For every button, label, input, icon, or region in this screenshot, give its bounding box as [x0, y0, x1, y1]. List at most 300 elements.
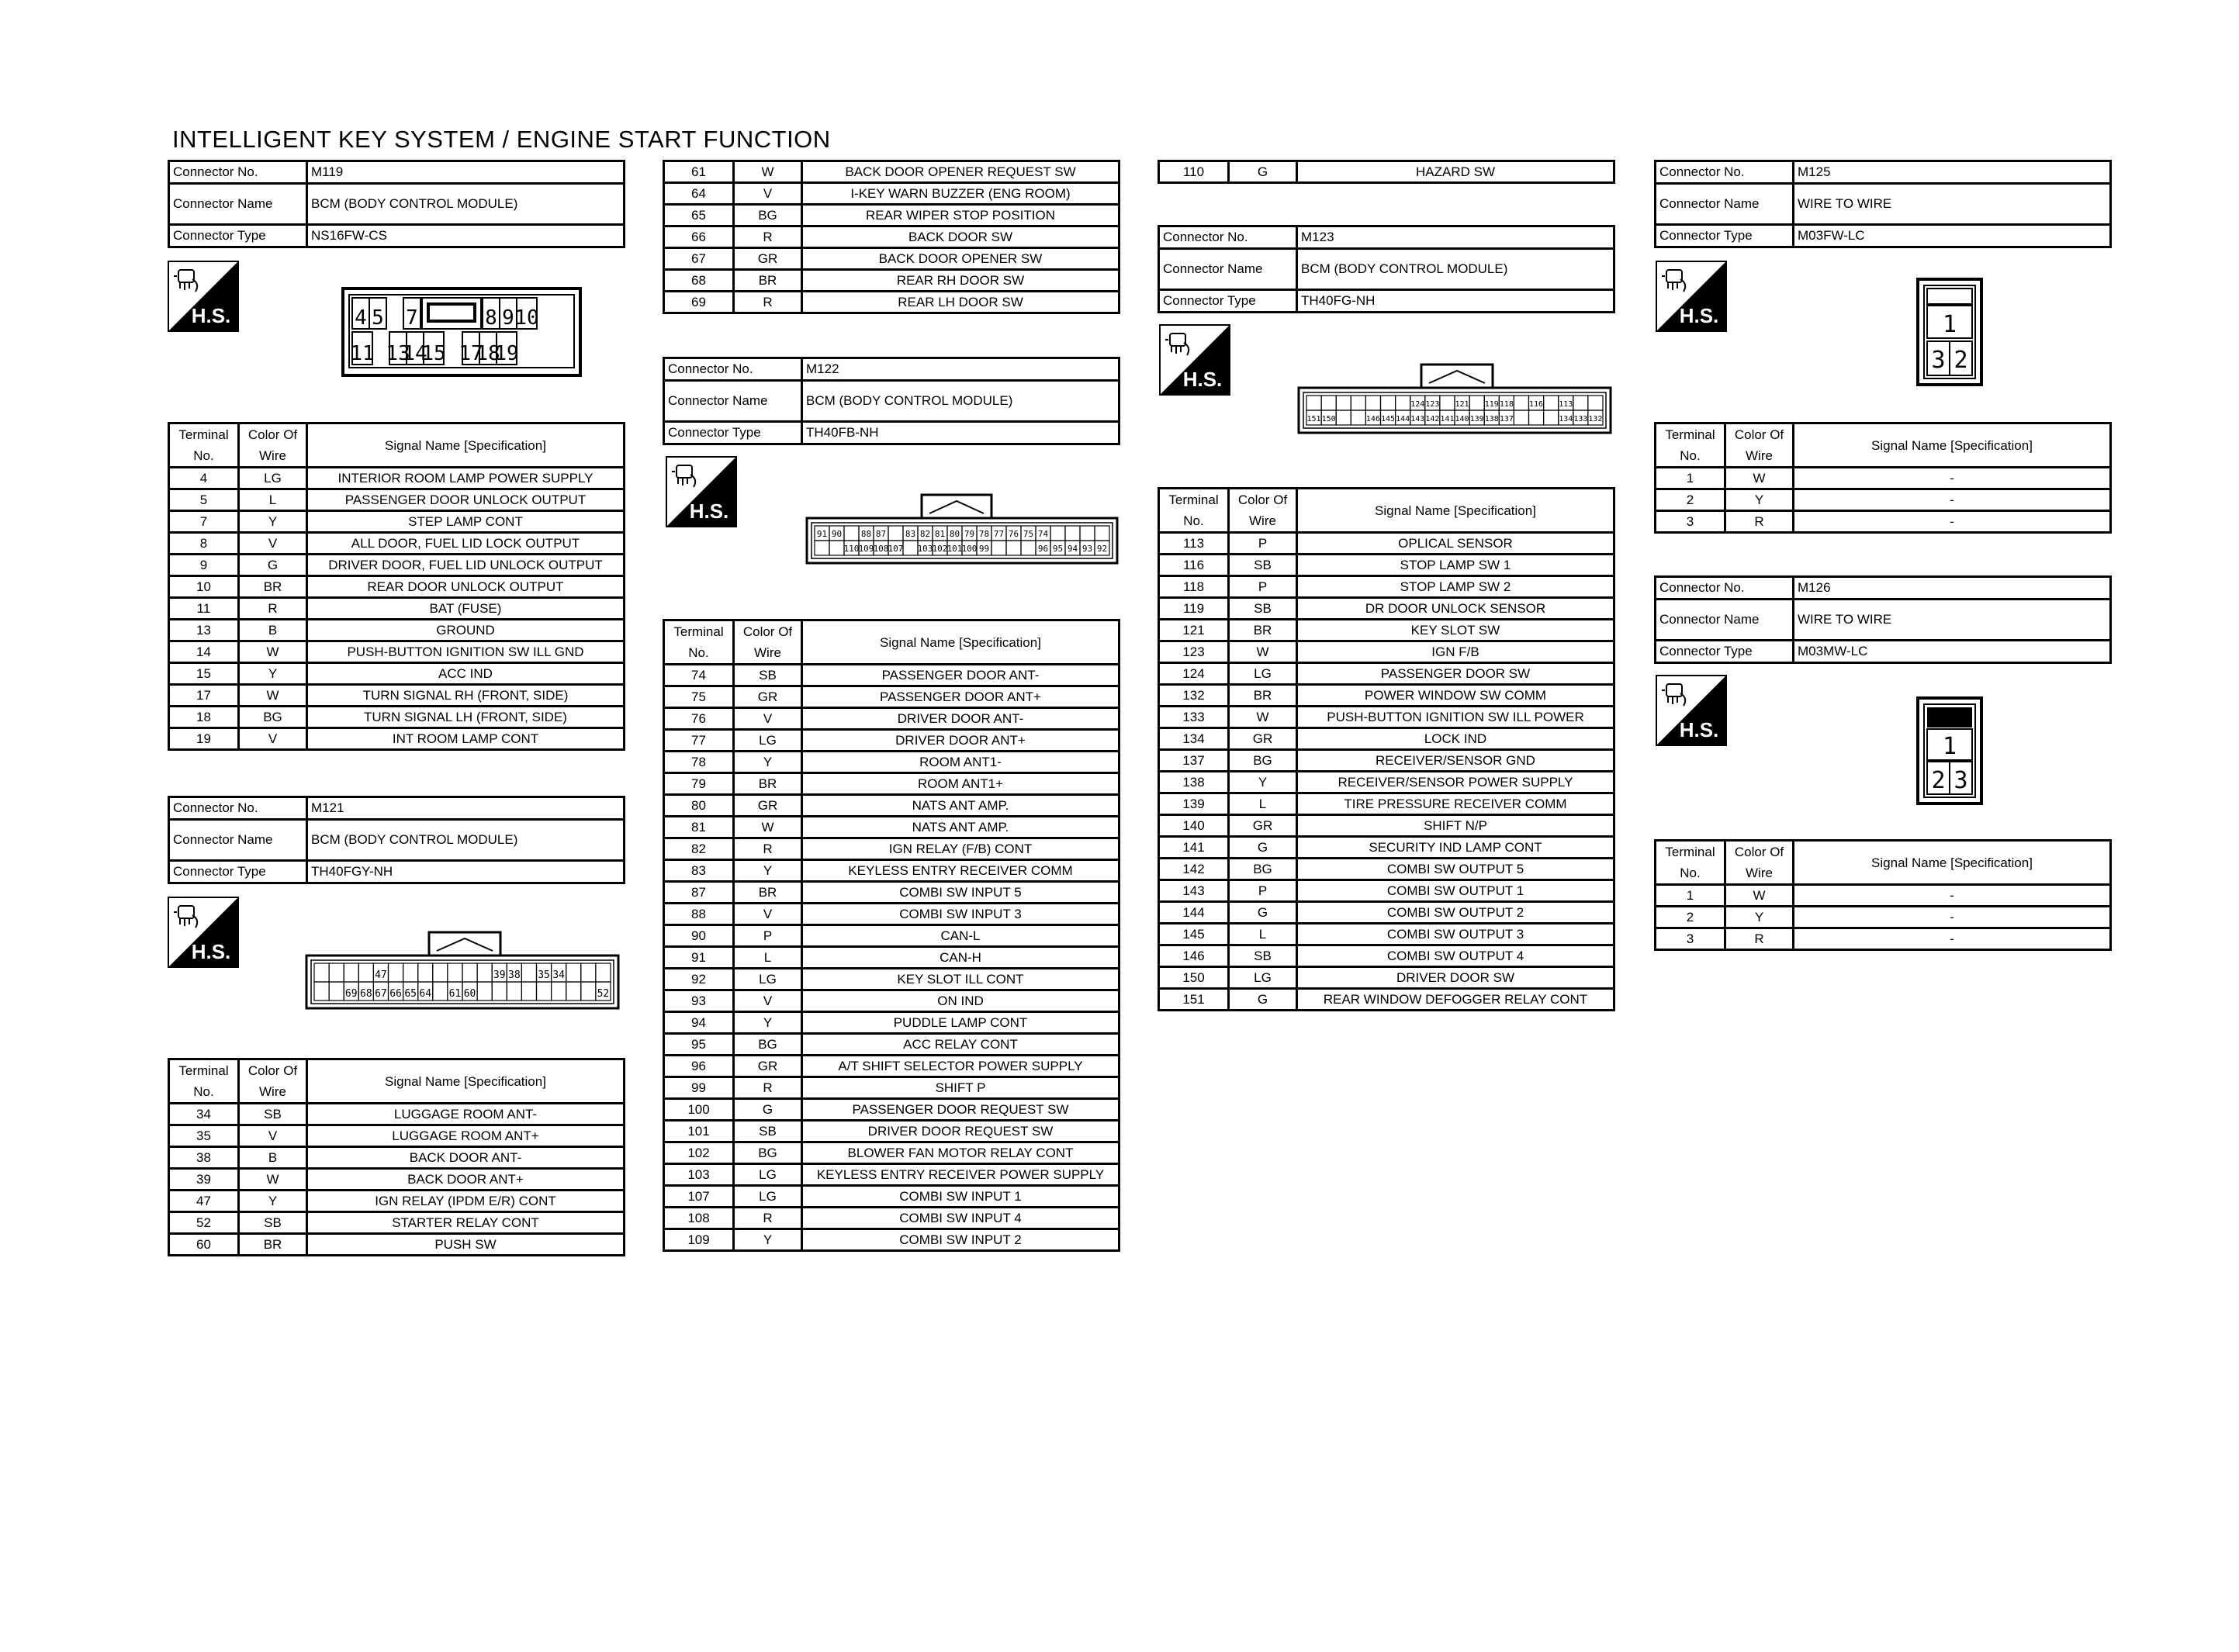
signal-name-cell: COMBI SW OUTPUT 4: [1297, 945, 1614, 967]
wire-color-cell: Y: [1229, 772, 1297, 793]
color-of-wire-header: Color Of Wire: [1229, 489, 1297, 533]
svg-text:H.S.: H.S.: [191, 304, 231, 327]
wire-color-cell: BG: [1229, 859, 1297, 880]
terminal-table-m121-continued: [663, 160, 1120, 314]
terminal-no-cell: 134: [1159, 728, 1229, 750]
wire-color-cell: B: [239, 1147, 307, 1169]
pin-label: 15: [421, 342, 446, 365]
pin-label: 83: [905, 529, 916, 539]
pin-label: 93: [1081, 544, 1093, 554]
pin-label: 87: [875, 529, 887, 539]
wire-color-cell: V: [734, 708, 802, 730]
terminal-no-cell: 107: [664, 1186, 734, 1208]
pin-label: 17: [459, 342, 483, 365]
table-row: [664, 990, 1120, 1012]
terminal-no-cell: 90: [664, 925, 734, 947]
svg-text:H.S.: H.S.: [689, 499, 729, 523]
svg-text:H.S.: H.S.: [191, 940, 231, 963]
terminal-no-cell: 81: [664, 817, 734, 838]
table-row: [664, 1077, 1120, 1099]
signal-name-cell: TURN SIGNAL LH (FRONT, SIDE): [307, 707, 625, 728]
table-row: [1159, 902, 1614, 924]
wire-color-cell: GR: [734, 1056, 802, 1077]
table-row: [1159, 663, 1614, 685]
pin-label: 124: [1410, 400, 1425, 409]
terminal-no-cell: 2: [1656, 907, 1725, 928]
pin-label: 100: [961, 544, 978, 554]
terminal-no-cell: 138: [1159, 772, 1229, 793]
wire-color-cell: LG: [1229, 663, 1297, 685]
table-row: [169, 1191, 625, 1212]
connector-name-label: Connector Name: [169, 820, 307, 861]
signal-name-cell: PASSENGER DOOR UNLOCK OUTPUT: [307, 489, 625, 511]
pin-label: 34: [552, 969, 565, 981]
wire-color-cell: Y: [1725, 907, 1794, 928]
connector-type-label: Connector Type: [664, 422, 802, 444]
signal-name-cell: STEP LAMP CONT: [307, 511, 625, 533]
pin-label: 132: [1588, 415, 1603, 423]
table-row: [664, 1142, 1120, 1164]
wire-color-cell: Y: [239, 1191, 307, 1212]
signal-name-cell: PUSH SW: [307, 1234, 625, 1256]
terminal-no-cell: 5: [169, 489, 239, 511]
signal-name-cell: BACK DOOR OPENER REQUEST SW: [802, 161, 1120, 183]
terminal-table-m126: [1654, 839, 2112, 951]
connector-type-label: Connector Type: [169, 225, 307, 247]
wire-color-cell: Y: [239, 511, 307, 533]
table-row: [1159, 728, 1614, 750]
terminal-no-cell: 14: [169, 641, 239, 663]
pin-label: 123: [1425, 400, 1440, 409]
signal-name-cell: STOP LAMP SW 2: [1297, 576, 1614, 598]
connector-type-value: TH40FGY-NH: [307, 861, 625, 883]
connector-type-value: M03FW-LC: [1794, 225, 2111, 247]
pin-label: 113: [1559, 400, 1573, 409]
signal-name-cell: LUGGAGE ROOM ANT-: [307, 1104, 625, 1125]
table-row: [1159, 793, 1614, 815]
terminal-no-cell: 108: [664, 1208, 734, 1229]
connector-no-label: Connector No.: [169, 797, 307, 820]
pin-label: 5: [372, 306, 384, 330]
terminal-no-cell: 66: [664, 226, 734, 248]
pin-label: 66: [389, 988, 402, 1000]
pin-label: 143: [1410, 415, 1425, 423]
wire-color-cell: BR: [734, 882, 802, 904]
table-row: [664, 183, 1120, 205]
terminal-no-cell: 65: [664, 205, 734, 226]
table-row: [664, 686, 1120, 708]
table-row: [169, 641, 625, 663]
terminal-no-cell: 68: [664, 270, 734, 292]
signal-name-cell: RECEIVER/SENSOR POWER SUPPLY: [1297, 772, 1614, 793]
table-row: [664, 1208, 1120, 1229]
wire-color-cell: V: [239, 728, 307, 750]
table-row: [664, 1164, 1120, 1186]
terminal-no-header: Terminal No.: [1656, 423, 1725, 468]
harness-side-icon: [666, 456, 737, 527]
signal-name-cell: SECURITY IND LAMP CONT: [1297, 837, 1614, 859]
table-row: [169, 511, 625, 533]
terminal-no-cell: 11: [169, 598, 239, 620]
table-row: [1159, 641, 1614, 663]
pin-label: 144: [1396, 415, 1410, 423]
terminal-no-cell: 88: [664, 904, 734, 925]
signal-name-cell: HAZARD SW: [1297, 161, 1614, 183]
signal-name-cell: PASSENGER DOOR SW: [1297, 663, 1614, 685]
connector-no-value: M125: [1794, 161, 2111, 184]
terminal-no-cell: 69: [664, 292, 734, 313]
signal-name-cell: KEY SLOT ILL CONT: [802, 969, 1120, 990]
table-row: [664, 1229, 1120, 1251]
color-of-wire-header: Color Of Wire: [239, 423, 307, 468]
signal-name-cell: INT ROOM LAMP CONT: [307, 728, 625, 750]
pin-label: 133: [1573, 415, 1588, 423]
terminal-no-cell: 103: [664, 1164, 734, 1186]
signal-name-cell: ROOM ANT1-: [802, 752, 1120, 773]
pin-label: 140: [1455, 415, 1469, 423]
wire-color-cell: G: [734, 1099, 802, 1121]
terminal-no-cell: 151: [1159, 989, 1229, 1011]
signal-name-cell: ACC RELAY CONT: [802, 1034, 1120, 1056]
terminal-no-cell: 139: [1159, 793, 1229, 815]
connector-no-value: M123: [1297, 226, 1614, 249]
wire-color-cell: G: [1229, 902, 1297, 924]
terminal-no-cell: 140: [1159, 815, 1229, 837]
pin-label: 79: [964, 529, 975, 539]
signal-name-cell: I-KEY WARN BUZZER (ENG ROOM): [802, 183, 1120, 205]
table-row: [169, 685, 625, 707]
color-of-wire-header: Color Of Wire: [1725, 841, 1794, 885]
table-row: [1159, 815, 1614, 837]
signal-name-cell: DRIVER DOOR SW: [1297, 967, 1614, 989]
terminal-no-cell: 1: [1656, 468, 1725, 489]
connector-name-label: Connector Name: [664, 381, 802, 422]
signal-name-cell: DRIVER DOOR, FUEL LID UNLOCK OUTPUT: [307, 555, 625, 576]
connector-info-m126: [1654, 575, 2112, 664]
terminal-no-cell: 116: [1159, 555, 1229, 576]
pin-label: 69: [344, 988, 358, 1000]
table-header: [169, 423, 625, 468]
pin-label: 102: [932, 544, 948, 554]
signal-name-header: Signal Name [Specification]: [307, 423, 625, 468]
terminal-no-cell: 80: [664, 795, 734, 817]
wire-color-cell: V: [239, 1125, 307, 1147]
pin-label: 13: [386, 342, 410, 365]
terminal-no-cell: 64: [664, 183, 734, 205]
wire-color-cell: W: [734, 161, 802, 183]
table-row: [1159, 837, 1614, 859]
table-row: [169, 1234, 625, 1256]
terminal-no-cell: 146: [1159, 945, 1229, 967]
svg-text:H.S.: H.S.: [1182, 368, 1223, 391]
table-row: [1159, 161, 1614, 183]
pin-label: 38: [508, 969, 521, 981]
pin-label: 107: [888, 544, 904, 554]
pin-label: 18: [476, 342, 500, 365]
terminal-no-cell: 2: [1656, 489, 1725, 511]
wire-color-cell: BG: [1229, 750, 1297, 772]
terminal-no-cell: 35: [169, 1125, 239, 1147]
terminal-no-cell: 92: [664, 969, 734, 990]
table-row: [169, 620, 625, 641]
pin-label: 3: [1931, 347, 1946, 374]
table-row: [169, 1147, 625, 1169]
pin-label: 4: [355, 306, 367, 330]
signal-name-cell: IGN F/B: [1297, 641, 1614, 663]
pin-label: 52: [597, 988, 610, 1000]
wire-color-cell: GR: [734, 795, 802, 817]
connector-no-value: M121: [307, 797, 625, 820]
signal-name-cell: -: [1794, 885, 2111, 907]
connector-info-m121: [168, 796, 625, 884]
wire-color-cell: Y: [734, 752, 802, 773]
signal-name-cell: A/T SHIFT SELECTOR POWER SUPPLY: [802, 1056, 1120, 1077]
signal-name-cell: PUSH-BUTTON IGNITION SW ILL POWER: [1297, 707, 1614, 728]
signal-name-cell: DR DOOR UNLOCK SENSOR: [1297, 598, 1614, 620]
connector-face-m119: [341, 287, 583, 380]
terminal-no-cell: 91: [664, 947, 734, 969]
table-row: [169, 468, 625, 489]
pin-label: 96: [1037, 544, 1049, 554]
pin-label: 138: [1484, 415, 1499, 423]
signal-name-cell: KEYLESS ENTRY RECEIVER POWER SUPPLY: [802, 1164, 1120, 1186]
terminal-table-m121: [168, 1058, 625, 1256]
wire-color-cell: BR: [1229, 620, 1297, 641]
terminal-no-header: Terminal No.: [1656, 841, 1725, 885]
signal-name-cell: REAR WINDOW DEFOGGER RELAY CONT: [1297, 989, 1614, 1011]
wire-color-cell: Y: [239, 663, 307, 685]
table-row: [169, 489, 625, 511]
connector-name-value: BCM (BODY CONTROL MODULE): [1297, 249, 1614, 290]
wire-color-cell: G: [1229, 989, 1297, 1011]
wire-color-cell: R: [734, 838, 802, 860]
table-row: [664, 1012, 1120, 1034]
terminal-no-cell: 94: [664, 1012, 734, 1034]
pin-label: 116: [1529, 400, 1544, 409]
terminal-no-cell: 82: [664, 838, 734, 860]
pin-label: 2: [1954, 347, 1968, 374]
pin-label: 78: [978, 529, 990, 539]
pin-label: 103: [917, 544, 933, 554]
pin-label: 139: [1469, 415, 1484, 423]
pin-label: 80: [949, 529, 960, 539]
table-row: [664, 708, 1120, 730]
connector-face-m122: [805, 492, 1119, 566]
signal-name-cell: -: [1794, 489, 2111, 511]
pin-label: 75: [1023, 529, 1034, 539]
signal-name-cell: IGN RELAY (F/B) CONT: [802, 838, 1120, 860]
table-row: [1159, 685, 1614, 707]
pin-label: 82: [919, 529, 931, 539]
terminal-no-cell: 102: [664, 1142, 734, 1164]
connector-name-value: WIRE TO WIRE: [1794, 184, 2111, 225]
terminal-no-cell: 19: [169, 728, 239, 750]
terminal-no-header: Terminal No.: [169, 1059, 239, 1104]
terminal-no-cell: 79: [664, 773, 734, 795]
connector-face-m123: [1297, 361, 1612, 436]
color-of-wire-header: Color Of Wire: [239, 1059, 307, 1104]
signal-name-cell: DRIVER DOOR ANT+: [802, 730, 1120, 752]
wire-color-cell: SB: [734, 1121, 802, 1142]
wire-color-cell: SB: [1229, 598, 1297, 620]
table-row: [1159, 967, 1614, 989]
pin-label: 61: [448, 988, 462, 1000]
signal-name-cell: COMBI SW OUTPUT 1: [1297, 880, 1614, 902]
terminal-no-cell: 100: [664, 1099, 734, 1121]
signal-name-cell: -: [1794, 928, 2111, 950]
harness-side-icon: [168, 897, 239, 968]
harness-side-icon: [1656, 675, 1727, 746]
table-row: [1159, 924, 1614, 945]
wire-color-cell: V: [734, 990, 802, 1012]
pin-label: 121: [1455, 400, 1469, 409]
signal-name-cell: REAR LH DOOR SW: [802, 292, 1120, 313]
pin-label: 88: [860, 529, 872, 539]
pin-label: 3: [1954, 767, 1968, 794]
terminal-no-cell: 142: [1159, 859, 1229, 880]
color-of-wire-header: Color Of Wire: [734, 620, 802, 665]
wire-color-cell: W: [239, 641, 307, 663]
signal-name-cell: DRIVER DOOR ANT-: [802, 708, 1120, 730]
table-row: [1159, 945, 1614, 967]
connector-type-value: NS16FW-CS: [307, 225, 625, 247]
connector-type-label: Connector Type: [1656, 225, 1794, 247]
harness-side-icon: [1159, 324, 1230, 396]
terminal-no-cell: 78: [664, 752, 734, 773]
terminal-no-cell: 13: [169, 620, 239, 641]
signal-name-cell: LUGGAGE ROOM ANT+: [307, 1125, 625, 1147]
pin-label: 134: [1559, 415, 1573, 423]
table-row: [664, 1099, 1120, 1121]
signal-name-cell: TURN SIGNAL RH (FRONT, SIDE): [307, 685, 625, 707]
pin-label: 150: [1321, 415, 1336, 423]
connector-info-m122: [663, 357, 1120, 445]
table-row: [1159, 533, 1614, 555]
connector-no-value: M119: [307, 161, 625, 184]
table-row: [664, 205, 1120, 226]
pin-label: 67: [375, 988, 387, 1000]
pin-label: 2: [1931, 767, 1946, 794]
wire-color-cell: BG: [734, 1034, 802, 1056]
table-row: [1159, 707, 1614, 728]
connector-name-label: Connector Name: [1656, 600, 1794, 641]
table-row: [664, 817, 1120, 838]
signal-name-header: Signal Name [Specification]: [802, 620, 1120, 665]
terminal-no-cell: 3: [1656, 928, 1725, 950]
wire-color-cell: SB: [1229, 945, 1297, 967]
connector-name-label: Connector Name: [1159, 249, 1297, 290]
pin-label: 1: [1942, 311, 1957, 338]
terminal-no-cell: 77: [664, 730, 734, 752]
signal-name-cell: CAN-H: [802, 947, 1120, 969]
signal-name-cell: REAR WIPER STOP POSITION: [802, 205, 1120, 226]
table-row: [1159, 772, 1614, 793]
terminal-no-cell: 87: [664, 882, 734, 904]
table-row: [664, 947, 1120, 969]
terminal-no-cell: 123: [1159, 641, 1229, 663]
table-row: [664, 925, 1120, 947]
wire-color-cell: P: [1229, 880, 1297, 902]
table-row: [169, 728, 625, 750]
page-title: INTELLIGENT KEY SYSTEM / ENGINE START FUNCTION: [172, 126, 831, 153]
terminal-no-cell: 83: [664, 860, 734, 882]
pin-label: 119: [1484, 400, 1499, 409]
table-row: [1656, 885, 2111, 907]
pin-label: 108: [873, 544, 889, 554]
pin-label: 68: [360, 988, 372, 1000]
terminal-no-cell: 18: [169, 707, 239, 728]
wire-color-cell: SB: [239, 1104, 307, 1125]
signal-name-cell: STOP LAMP SW 1: [1297, 555, 1614, 576]
table-row: [1159, 576, 1614, 598]
terminal-no-cell: 143: [1159, 880, 1229, 902]
signal-name-cell: KEY SLOT SW: [1297, 620, 1614, 641]
pin-label: 95: [1052, 544, 1064, 554]
terminal-no-cell: 93: [664, 990, 734, 1012]
connector-no-label: Connector No.: [169, 161, 307, 184]
connector-face-m121: [305, 929, 620, 1011]
terminal-no-cell: 133: [1159, 707, 1229, 728]
terminal-no-cell: 75: [664, 686, 734, 708]
table-row: [1159, 620, 1614, 641]
terminal-no-header: Terminal No.: [169, 423, 239, 468]
wire-color-cell: Y: [734, 1012, 802, 1034]
pin-label: 94: [1067, 544, 1078, 554]
signal-name-cell: SHIFT P: [802, 1077, 1120, 1099]
terminal-no-cell: 119: [1159, 598, 1229, 620]
terminal-no-cell: 121: [1159, 620, 1229, 641]
wire-color-cell: G: [1229, 837, 1297, 859]
pin-label: 77: [993, 529, 1005, 539]
signal-name-cell: NATS ANT AMP.: [802, 817, 1120, 838]
pin-label: 8: [485, 306, 497, 330]
wire-color-cell: P: [734, 925, 802, 947]
wire-color-cell: BG: [734, 1142, 802, 1164]
table-row: [664, 665, 1120, 686]
table-row: [169, 555, 625, 576]
connector-info-m123: [1158, 225, 1615, 313]
table-row: [1159, 880, 1614, 902]
terminal-no-cell: 132: [1159, 685, 1229, 707]
table-row: [664, 969, 1120, 990]
pin-label: 145: [1381, 415, 1396, 423]
wire-color-cell: V: [734, 904, 802, 925]
table-row: [664, 1121, 1120, 1142]
signal-name-cell: ROOM ANT1+: [802, 773, 1120, 795]
wire-color-cell: V: [734, 183, 802, 205]
harness-side-icon: [1656, 261, 1727, 332]
table-row: [664, 752, 1120, 773]
table-row: [664, 248, 1120, 270]
wire-color-cell: LG: [239, 468, 307, 489]
wire-color-cell: BG: [734, 205, 802, 226]
signal-name-cell: TIRE PRESSURE RECEIVER COMM: [1297, 793, 1614, 815]
signal-name-cell: COMBI SW INPUT 3: [802, 904, 1120, 925]
connector-no-value: M122: [802, 358, 1120, 381]
wire-color-cell: W: [239, 685, 307, 707]
table-row: [169, 1125, 625, 1147]
terminal-no-cell: 17: [169, 685, 239, 707]
connector-type-value: TH40FG-NH: [1297, 290, 1614, 313]
terminal-no-cell: 109: [664, 1229, 734, 1251]
wire-color-cell: L: [1229, 793, 1297, 815]
table-row: [169, 1169, 625, 1191]
table-row: [1656, 511, 2111, 533]
connector-name-value: BCM (BODY CONTROL MODULE): [307, 820, 625, 861]
table-row: [1656, 489, 2111, 511]
signal-name-cell: PASSENGER DOOR ANT+: [802, 686, 1120, 708]
table-row: [664, 882, 1120, 904]
